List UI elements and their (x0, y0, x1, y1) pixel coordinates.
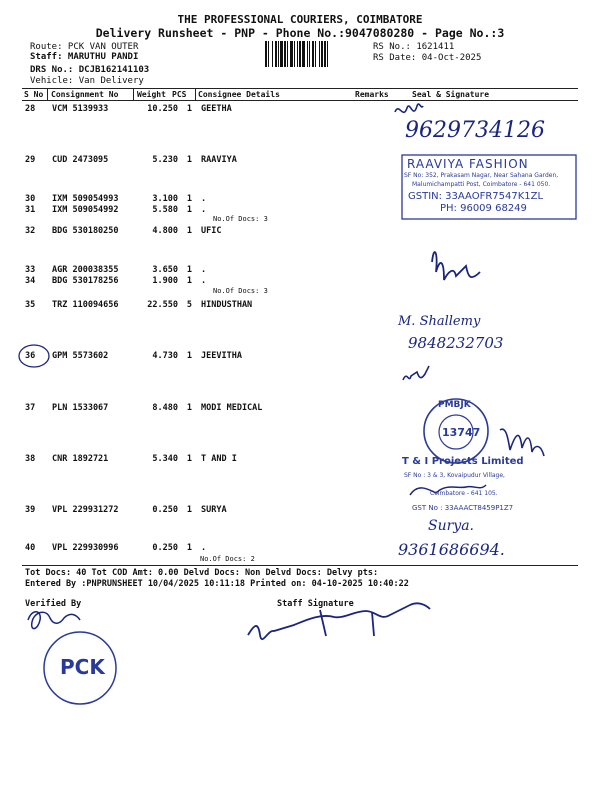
verified-by-label: Verified By (25, 599, 82, 609)
tandi-stamp-name: T & I Projects Limited (402, 456, 524, 467)
docs-count: No.Of Docs: 2 (200, 555, 255, 563)
row-weight: 0.250 (152, 505, 178, 515)
signature-scribble (500, 429, 544, 456)
row-consignment: BDG 530180250 (52, 226, 119, 236)
row-consignment: PLN 1533067 (52, 403, 109, 413)
vehicle-label: Vehicle: Van Delivery (30, 76, 144, 86)
row-sno: 35 (25, 300, 36, 310)
col-consignment: Consignment No (51, 90, 119, 99)
row-weight: 5.580 (152, 205, 178, 215)
row-weight: 4.730 (152, 351, 178, 361)
col-seal: Seal & Signature (412, 90, 490, 99)
row-pcs: 1 (186, 104, 192, 114)
handwritten-phone: 9848232703 (408, 334, 504, 352)
row-consignment: IXM 509054993 (52, 194, 119, 204)
row-sno: 37 (25, 403, 36, 413)
totals-line: Tot Docs: 40 Tot COD Amt: 0.00 Delvd Docs: Non Delvd Docs: Delvy pts: (25, 568, 379, 578)
row-consignment: AGR 200038355 (52, 265, 119, 275)
row-pcs: 1 (186, 351, 192, 361)
signature-scribble (432, 252, 480, 280)
row-pcs: 1 (186, 454, 192, 464)
row-weight: 5.230 (152, 155, 178, 165)
row-sno: 40 (25, 543, 36, 553)
staff-signature (248, 603, 430, 639)
entered-by-line: Entered By :PNPRUNSHEET 10/04/2025 10:11:18 Printed on: 04-10-2025 10:40:22 (25, 579, 409, 589)
col-sno: S No (24, 90, 44, 99)
row-consignee: UFIC (201, 226, 222, 236)
rs-number: RS No.: 1621411 (373, 42, 455, 52)
verified-signature (28, 612, 80, 629)
row-consignment: VPL 229930996 (52, 543, 119, 553)
row-pcs: 1 (186, 155, 192, 165)
row-consignment: VCM 5139933 (52, 104, 109, 114)
row-consignment: TRZ 110094656 (52, 300, 119, 310)
rs-date: RS Date: 04-Oct-2025 (373, 53, 482, 63)
row-weight: 10.250 (147, 104, 178, 114)
handwritten-phone: 9629734126 (405, 118, 545, 143)
row-consignee: RAAVIYA (201, 155, 237, 165)
staff-label: Staff: MARUTHU PANDI (30, 52, 139, 62)
signature-scribble (403, 366, 429, 380)
row-consignee: . (201, 265, 207, 275)
row-weight: 8.480 (152, 403, 178, 413)
tandi-stamp-address-1: SF No : 3 & 3, Kovaipudur Village, (404, 472, 505, 479)
row-consignment: VPL 229931272 (52, 505, 119, 515)
row-sno: 30 (25, 194, 36, 204)
row-consignee: JEEVITHA (201, 351, 242, 361)
row-pcs: 1 (186, 194, 192, 204)
docs-count: No.Of Docs: 3 (213, 215, 268, 223)
pmbjk-stamp-number: 13747 (442, 426, 481, 439)
staff-signature-label: Staff Signature (277, 599, 354, 609)
row-weight: 5.340 (152, 454, 178, 464)
handwritten-name: Surya. (428, 518, 475, 534)
route-label: Route: PCK VAN OUTER (30, 42, 139, 52)
handwritten-name: M. Shallemy (398, 314, 481, 329)
row-consignment: IXM 509054992 (52, 205, 119, 215)
row-pcs: 1 (186, 226, 192, 236)
row-consignment: CUD 2473095 (52, 155, 109, 165)
row-sno: 32 (25, 226, 36, 236)
row-consignment: CNR 1892721 (52, 454, 109, 464)
drs-number: DRS No.: DCJB162141103 (30, 65, 150, 75)
raaviya-stamp-address-1: SF No: 352, Prakasam Nagar, Near Sahana Garden, (404, 172, 559, 179)
row-pcs: 1 (186, 205, 192, 215)
row-consignee: . (201, 205, 207, 215)
circle-mark (19, 345, 49, 367)
row-consignee: T AND I (201, 454, 237, 464)
row-sno: 36 (25, 351, 36, 361)
raaviya-stamp-name: RAAVIYA FASHION (407, 157, 529, 171)
col-weight: Weight (137, 90, 166, 99)
col-consignee: Consignee Details (198, 90, 280, 99)
row-pcs: 1 (186, 543, 192, 553)
row-weight: 1.900 (152, 276, 178, 286)
pck-stamp-text: PCK (60, 655, 105, 679)
docs-count: No.Of Docs: 3 (213, 287, 268, 295)
row-consignee: . (201, 543, 207, 553)
row-pcs: 1 (186, 505, 192, 515)
row-consignee: SURYA (201, 505, 227, 515)
row-weight: 3.650 (152, 265, 178, 275)
raaviya-stamp-phone: PH: 96009 68249 (440, 203, 527, 214)
runsheet-subtitle: Delivery Runsheet - PNP - Phone No.:9047080280 - Page No.:3 (95, 26, 505, 40)
signature-scribble (395, 104, 423, 112)
row-sno: 29 (25, 155, 36, 165)
row-consignee: . (201, 276, 207, 286)
row-pcs: 1 (186, 276, 192, 286)
row-weight: 22.550 (147, 300, 178, 310)
row-sno: 33 (25, 265, 36, 275)
handwritten-phone: 9361686694. (398, 540, 505, 559)
row-pcs: 5 (186, 300, 192, 310)
row-weight: 3.100 (152, 194, 178, 204)
col-remarks: Remarks (355, 90, 389, 99)
row-pcs: 1 (186, 265, 192, 275)
company-title: THE PROFESSIONAL COURIERS, COIMBATORE (177, 13, 423, 26)
raaviya-stamp-address-2: Malumichampatti Post, Coimbatore - 641 050. (412, 181, 551, 188)
tandi-stamp-gst: GST No : 33AAACT8459P1Z7 (412, 504, 514, 512)
row-consignee: GEETHA (201, 104, 232, 114)
row-sno: 34 (25, 276, 36, 286)
row-weight: 0.250 (152, 543, 178, 553)
row-consignment: BDG 530178256 (52, 276, 119, 286)
row-sno: 38 (25, 454, 36, 464)
row-weight: 4.800 (152, 226, 178, 236)
row-consignee: HINDUSTHAN (201, 300, 253, 310)
row-pcs: 1 (186, 403, 192, 413)
raaviya-stamp-gst: GSTIN: 33AAOFR7547K1ZL (408, 191, 544, 202)
col-pcs: PCS (172, 90, 187, 99)
tandi-stamp-address-2: Coimbatore - 641 105. (430, 490, 498, 497)
pmbjk-stamp-top: PMBJK (438, 400, 471, 410)
row-consignee: . (201, 194, 207, 204)
row-consignment: GPM 5573602 (52, 351, 109, 361)
row-consignee: MODI MEDICAL (201, 403, 263, 413)
row-sno: 31 (25, 205, 36, 215)
row-sno: 28 (25, 104, 36, 114)
row-sno: 39 (25, 505, 36, 515)
